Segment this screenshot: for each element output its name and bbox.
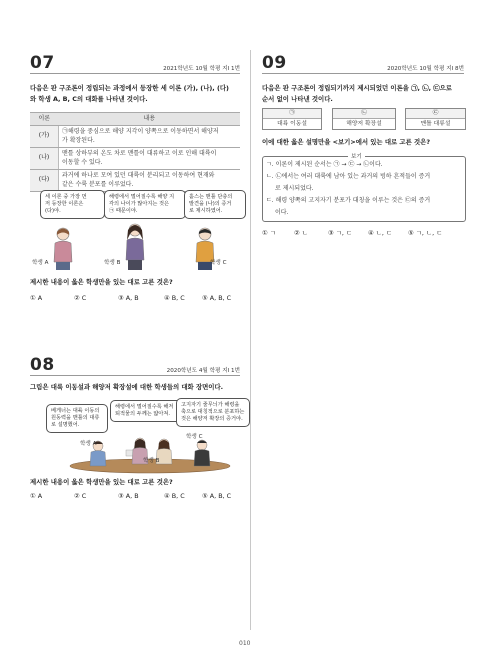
student-b-illustration	[120, 222, 150, 271]
choice-1[interactable]: ① A	[30, 492, 43, 500]
student-a-illustration	[48, 226, 78, 271]
bubble-line: 해령에서 멀어질수록 해양 지	[109, 194, 175, 200]
theory-tag	[332, 108, 396, 130]
choice-3[interactable]: ③ ㄱ, ㄷ	[328, 229, 353, 237]
tag-label: ㉠	[263, 109, 321, 119]
choice-5[interactable]: ⑤ A, B, C	[202, 492, 232, 500]
theory-desc: 가 확장된다.	[62, 137, 95, 144]
theory-desc: 이동할 수 있다.	[62, 159, 103, 166]
bubble-line: 세 이론 중 가장 먼	[45, 194, 87, 200]
bubble-line: 저 등장한 이론은	[45, 201, 84, 207]
bogi-item	[266, 159, 462, 171]
header-rule	[30, 375, 240, 376]
bubble-line: 베게너는 대륙 이동의	[51, 408, 100, 414]
bubble-line: 축으로 대칭적으로 분포하는	[181, 409, 245, 415]
speech-bubble-c	[176, 398, 250, 427]
bogi-line: 로 제시되었다.	[275, 185, 314, 192]
bubble-line: 발견을 (나)의 증거	[189, 201, 232, 207]
theory-tag	[262, 108, 322, 130]
bogi-item	[266, 195, 462, 219]
bogi-title: 보기	[348, 152, 365, 160]
stem-line: 순서 없이 나타낸 것이다.	[262, 95, 333, 103]
tag-label: ㉡	[333, 109, 395, 119]
student-c-label: 학생 C	[210, 260, 227, 266]
stem-line: 다음은 판 구조론이 정립되는 과정에서 등장한 세 이론 (가), (나), (다)	[30, 84, 229, 92]
table-row	[30, 169, 240, 191]
question-number: 09	[262, 53, 287, 73]
question-prompt: 제시한 내용이 옳은 학생만을 있는 대로 고른 것은?	[30, 478, 173, 486]
answer-choices	[30, 492, 245, 504]
stem-line: 다음은 판 구조론이 정립되기까지 제시되었던 이론을 ㉠, ㉡, ㉢으로	[262, 84, 452, 92]
bubble-line: 퇴적물의 두께는 얇아져.	[115, 411, 171, 417]
theory-tag	[405, 108, 466, 130]
theory-name: (가)	[30, 125, 59, 147]
speech-bubble-b	[110, 400, 182, 422]
theory-desc: 맨틀 상하부의 온도 차로 맨틀이 대류하고 이로 인해 대륙이	[62, 149, 217, 157]
answer-choices	[262, 228, 472, 240]
header-rule	[30, 73, 240, 74]
question-source: 2021학년도 10월 학평 지Ⅰ 1번	[163, 66, 240, 72]
choice-2[interactable]: ② ㄴ	[294, 229, 308, 237]
tag-value: 해양저 확장설	[346, 121, 382, 127]
choice-5[interactable]: ⑤ ㄱ, ㄴ, ㄷ	[408, 229, 443, 237]
choice-4[interactable]: ④ B, C	[164, 492, 185, 500]
question-source: 2020학년도 10월 학평 지Ⅰ 8번	[387, 66, 464, 72]
speech-bubble-c	[184, 190, 246, 219]
answer-choices	[30, 294, 245, 306]
choice-1[interactable]: ① ㄱ	[262, 229, 276, 237]
bogi-line: ㄱ. 이론이 제시된 순서는 ㉠ → ㉢ → ㉡이다.	[266, 161, 383, 168]
student-b-label: 학생 B	[104, 260, 121, 266]
choice-2[interactable]: ② C	[74, 492, 87, 500]
student-a-label: 학생 A	[80, 441, 97, 447]
bubble-line: 것은 해양저 확장의 증거야.	[181, 416, 243, 422]
speech-bubble-b	[104, 190, 186, 219]
bubble-line: ㉠ 때문이야.	[109, 208, 138, 214]
table-header-content: 내용	[59, 113, 241, 126]
question-prompt: 이에 대한 옳은 설명만을 <보기>에서 있는 대로 고른 것은?	[262, 138, 431, 146]
choice-3[interactable]: ③ A, B	[118, 294, 139, 302]
choice-1[interactable]: ① A	[30, 294, 43, 302]
student-b-label: 학생 B	[143, 458, 160, 464]
table-header-theory: 이론	[30, 113, 59, 126]
tag-label: ㉢	[406, 109, 465, 119]
bubble-line: 로 설명했어.	[51, 422, 80, 428]
question-stem: 그림은 대륙 이동설과 해양저 확장설에 대한 학생들의 대화 장면이다.	[30, 383, 224, 391]
table-row	[30, 147, 240, 169]
choice-2[interactable]: ② C	[74, 294, 87, 302]
bubble-line: 해령에서 멀어질수록 해저	[115, 404, 174, 410]
choice-4[interactable]: ④ B, C	[164, 294, 185, 302]
question-source: 2020학년도 4월 학평 지Ⅰ 1번	[166, 368, 240, 374]
bubble-line: 고지자기 줄무늬가 해령을	[181, 402, 240, 408]
question-number: 07	[30, 53, 55, 73]
choice-5[interactable]: ⑤ A, B, C	[202, 294, 232, 302]
theory-name: (다)	[30, 169, 59, 191]
bubble-line: 홀스는 맨틀 단층의	[189, 194, 233, 200]
theory-name: (나)	[30, 147, 59, 169]
stem-line: 와 학생 A, B, C의 대화를 나타낸 것이다.	[30, 95, 148, 103]
student-c-label: 학생 C	[186, 434, 203, 440]
theory-table	[30, 112, 240, 192]
bogi-item	[266, 171, 462, 195]
table-row	[30, 125, 240, 147]
question-number: 08	[30, 355, 55, 375]
header-rule	[262, 73, 464, 74]
bogi-list	[266, 159, 462, 219]
student-a-label: 학생 A	[32, 260, 49, 266]
bubble-line: (다)야.	[45, 208, 61, 214]
question-prompt: 제시한 내용이 옳은 학생만을 있는 대로 고른 것은?	[30, 278, 173, 286]
tag-value: 대륙 이동설	[277, 121, 307, 127]
bogi-line: 이다.	[275, 209, 289, 216]
tag-value: 맨틀 대류설	[420, 121, 451, 127]
bogi-line: ㄴ. ㉡에서는 여러 대륙에 남아 있는 과거의 빙하 흔적들이 증거	[266, 173, 431, 180]
theory-desc: 과거에 하나로 모여 있던 대륙이 분리되고 이동하여 현재와	[62, 171, 215, 179]
page-number: 010	[239, 640, 251, 647]
theory-desc: 같은 수륙 분포를 이루었다.	[62, 181, 134, 188]
question-stem	[262, 83, 472, 105]
speech-bubble-a	[40, 190, 105, 219]
column-divider	[250, 50, 251, 630]
bogi-line: ㄷ. 해령 양쪽의 고지자기 분포가 대칭을 이루는 것은 ㉢의 증거	[266, 197, 431, 204]
bubble-line: 각의 나이가 많아지는 것은	[109, 201, 170, 207]
bubble-line: 로 제시하였어.	[189, 208, 223, 214]
theory-desc: ㉠해령을 중심으로 해양 지각이 양쪽으로 이동하면서 해양저	[62, 127, 219, 135]
choice-3[interactable]: ③ A, B	[118, 492, 139, 500]
speech-bubble-a	[46, 404, 108, 433]
question-stem	[30, 83, 245, 105]
choice-4[interactable]: ④ ㄴ, ㄷ	[368, 229, 393, 237]
bubble-line: 원동력을 맨틀의 대류	[51, 415, 100, 421]
